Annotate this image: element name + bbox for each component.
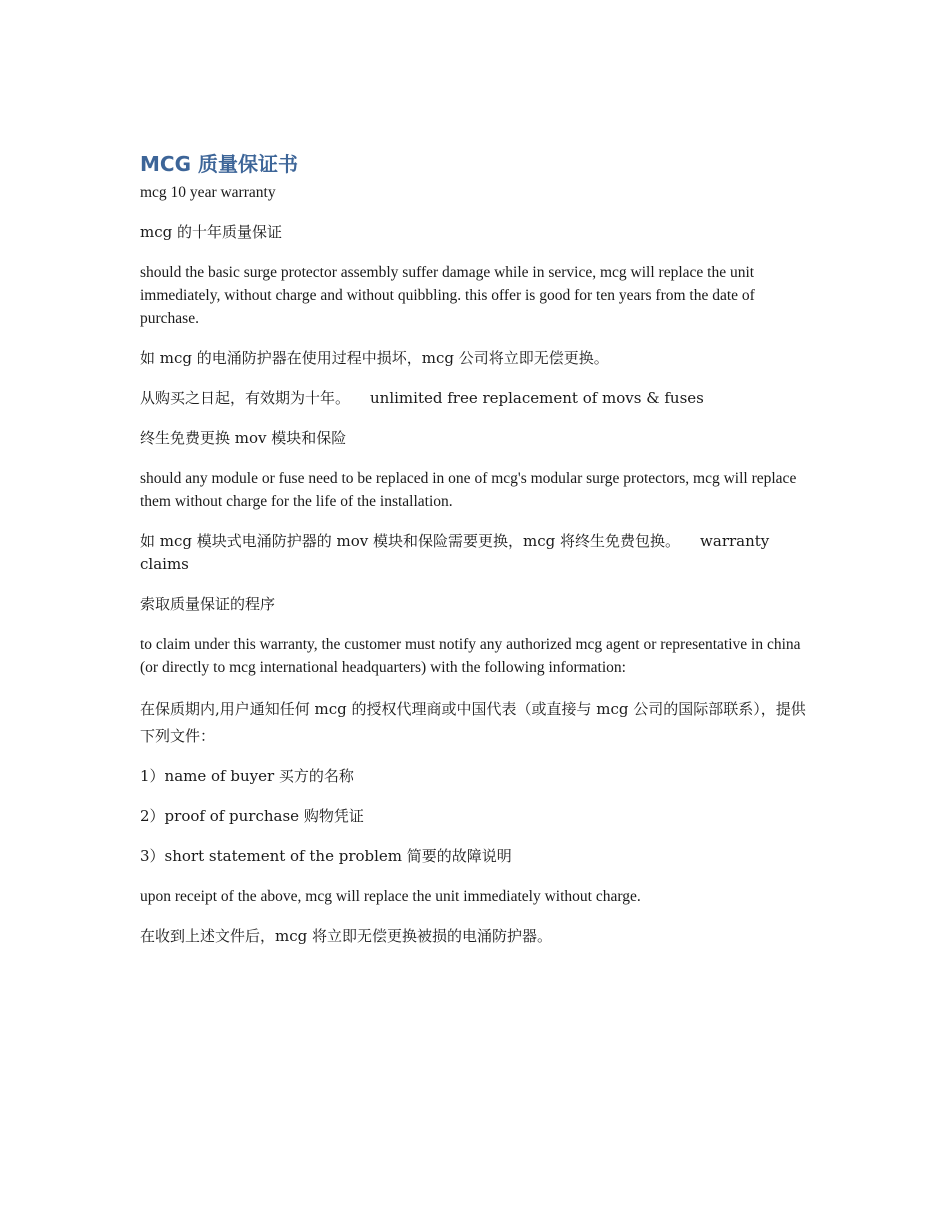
paragraph-replacement-terms-en: should the basic surge protector assembly suffer damage while in service, mcg will replace the unit immediately, without charge and without quibbling. this offer is good for ten years from the date of purchase. <box>140 264 755 327</box>
module-replacement-zh: 如 mcg 模块式电涌防护器的 mov 模块和保险需要更换，mcg 将终生免费包换。 <box>140 532 681 550</box>
paragraph-lifetime-replacement-zh: 终生免费更换 mov 模块和保险 <box>140 429 347 447</box>
paragraph-warranty-heading-en: mcg 10 year warranty <box>140 184 276 201</box>
unlimited-replacement-heading-en: unlimited free replacement of movs & fuses <box>370 389 704 407</box>
paragraph-module-replacement-en: should any module or fuse need to be replaced in one of mcg's modular surge protectors, mcg will replace them without charge for the life of the installation. <box>140 470 797 510</box>
document-title: MCG 质量保证书 <box>140 152 298 176</box>
paragraph-claim-procedure-zh: 索取质量保证的程序 <box>140 595 276 613</box>
paragraph-claim-instructions-zh: 在保质期内,用户通知任何 mcg 的授权代理商或中国代表（或直接与 mcg 公司的国际部联系），提供下列文件： <box>140 700 806 745</box>
paragraph-module-replacement-combined <box>140 530 808 576</box>
validity-period-zh: 从购买之日起，有效期为十年。 <box>140 389 351 407</box>
paragraph-claim-instructions-en: to claim under this warranty, the customer must notify any authorized mcg agent or representative in china (or directly to mcg international headquarters) with the following information: <box>140 636 801 676</box>
warranty-claims-heading-en: warranty claims <box>140 532 770 573</box>
list-item-problem-statement: 3）short statement of the problem 简要的故障说明 <box>140 847 512 865</box>
paragraph-validity-combined <box>140 387 808 410</box>
paragraph-upon-receipt-zh: 在收到上述文件后，mcg 将立即无偿更换被损的电涌防护器。 <box>140 927 552 945</box>
list-item-proof-of-purchase: 2）proof of purchase 购物凭证 <box>140 807 364 825</box>
paragraph-upon-receipt-en: upon receipt of the above, mcg will replace the unit immediately without charge. <box>140 888 641 905</box>
document-page <box>140 150 808 965</box>
paragraph-replacement-terms-zh: 如 mcg 的电涌防护器在使用过程中损坏，mcg 公司将立即无偿更换。 <box>140 349 609 367</box>
list-item-buyer-name: 1）name of buyer 买方的名称 <box>140 767 354 785</box>
paragraph-warranty-heading-zh: mcg 的十年质量保证 <box>140 223 282 241</box>
